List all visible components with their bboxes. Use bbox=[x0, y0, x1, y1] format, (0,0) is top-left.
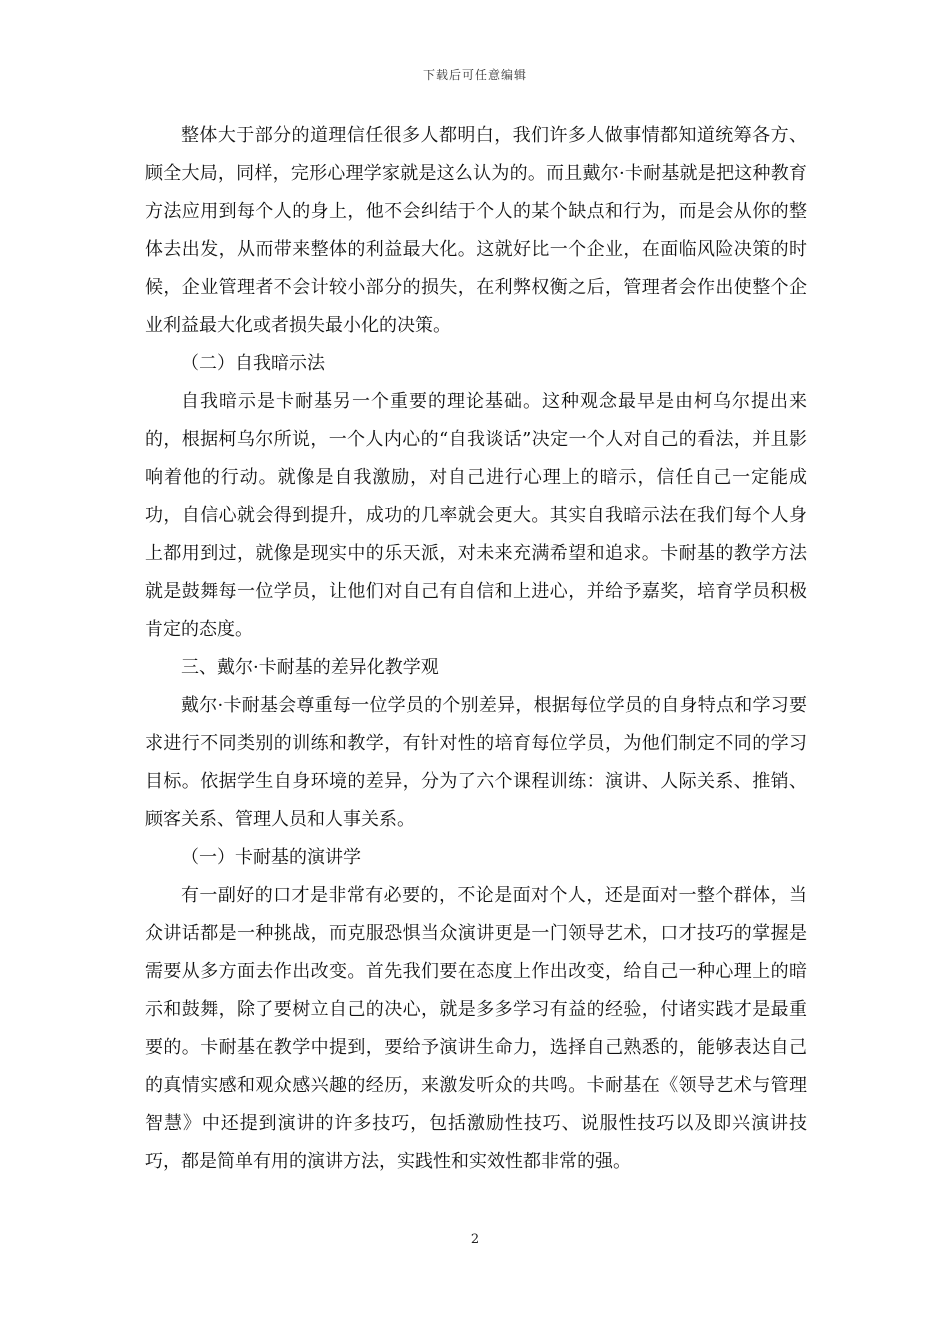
document-body bbox=[145, 117, 807, 1181]
section-heading-speech: （一）卡耐基的演讲学 bbox=[181, 847, 361, 868]
paragraph-holistic: 整体大于部分的道理信任很多人都明白，我们许多人做事情都知道统筹各方、顾全大局，同样，完形心理学家就是这么认为的。而且戴尔·卡耐基就是把这种教育方法应用到每个人的身上，他不会纠结于个人的某个缺点和行为，而是会从你的整体去出发，从而带来整体的利益最大化。这就好比一个企业，在面临风险决策的时候，企业管理者不会计较小部分的损失，在利弊权衡之后，管理者会作出使整个企业利益最大化或者损失最小化的决策。 bbox=[145, 125, 807, 336]
header-note: 下载后可任意编辑 bbox=[422, 68, 527, 82]
section-heading-differentiated-teaching: 三、戴尔·卡耐基的差异化教学观 bbox=[181, 657, 439, 678]
section-heading-self-suggestion: （二）自我暗示法 bbox=[181, 353, 325, 374]
paragraph-speech: 有一副好的口才是非常有必要的，不论是面对个人，还是面对一整个群体，当众讲话都是一种挑战，而克服恐惧当众演讲更是一门领导艺术，口才技巧的掌握是需要从多方面去作出改变。首先我们要在态度上作出改变，给自己一种心理上的暗示和鼓舞，除了要树立自己的决心，就是多多学习有益的经验，付诸实践才是最重要的。卡耐基在教学中提到，要给予演讲生命力，选择自己熟悉的，能够表达自己的真情实感和观众感兴趣的经历，来激发听众的共鸣。卡耐基在《领导艺术与管理智慧》中还提到演讲的许多技巧，包括激励性技巧、说服性技巧以及即兴演讲技巧，都是简单有用的演讲方法，实践性和实效性都非常的强。 bbox=[145, 885, 807, 1172]
paragraph-differentiated-teaching: 戴尔·卡耐基会尊重每一位学员的个别差异，根据每位学员的自身特点和学习要求进行不同类别的训练和教学，有针对性的培育每位学员，为他们制定不同的学习目标。依据学生自身环境的差异，分为了六个课程训练：演讲、人际关系、推销、顾客关系、管理人员和人事关系。 bbox=[145, 695, 807, 830]
page-number: 2 bbox=[470, 1232, 480, 1247]
paragraph-self-suggestion: 自我暗示是卡耐基另一个重要的理论基础。这种观念最早是由柯乌尔提出来的，根据柯乌尔所说，一个人内心的“自我谈话”决定一个人对自己的看法，并且影响着他的行动。就像是自我激励，对自己进行心理上的暗示，信任自己一定能成功，自信心就会得到提升，成功的几率就会更大。其实自我暗示法在我们每个人身上都用到过，就像是现实中的乐天派，对未来充满希望和追求。卡耐基的教学方法就是鼓舞每一位学员，让他们对自己有自信和上进心，并给予嘉奖，培育学员积极肯定的态度。 bbox=[145, 391, 807, 640]
